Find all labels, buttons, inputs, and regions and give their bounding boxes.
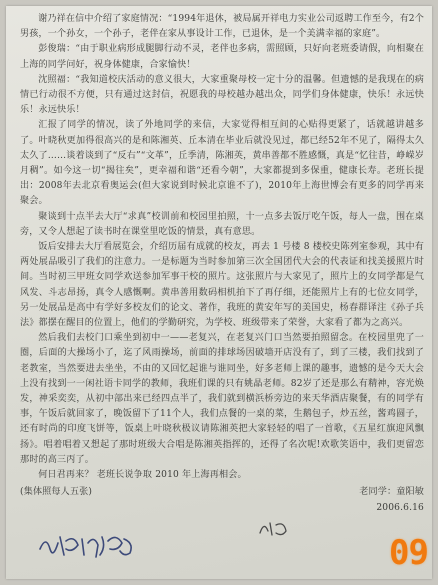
handwritten-signature (36, 527, 146, 563)
signature-row (20, 485, 424, 515)
handwritten-mark (256, 517, 292, 539)
paragraph: 沈照福：“我知道校庆活动的意义很大，大家重聚母校一定十分的温馨。但遗憾的是我现在的病情已行动很不方便，只有通过这封信，祝愿我的母校越办越出众，同学们身体健康，快乐！永远快乐！永远快乐！ (20, 74, 424, 116)
letter-body (20, 12, 424, 516)
paragraph: 然后我们去校门口乘坐到初中一——老复兴，在老复兴门口当然要拍照留念。在校园里兜了一圈，后面的大操场小了，迄了风雨操场，前面的排球场因破墙开店没有了，到了三楼，我们找到了老教室，当然要进去坐坐，不由的又回忆起谁与谁同坐，好多老师上课的趣事，遗憾的是今天大会上没有找到一一闲社语卡同学的教师，我班们课的只有姚晶老师。82岁了还是那么有精神，容光焕发，神采奕奕，从初中部出来已经四点半了，我们就到横浜桥旁边的来天华酒店聚餐，有的同学有事，午饭后就回家了，晚饭留下了11个人，我们点餐的一桌的菜，生鹅包子，炒五丝，酱鸡圆子，还有时尚的印度飞饼等，饭桌上叶晓秋极议请陈湘英把大家轻轻的唱了一首歌，《五星红旗迎风飘扬》。唱着唱着又想起了那时班级大合唱是陈湘英指挥的，还得了名次呢!欢歌笑语中，我们更留恋那时的高三丙了。 (20, 333, 424, 465)
paragraph: 谢乃祥在信中介绍了家庭情况：“1994年退休，被局属开祥电力实业公司返聘工作至今，有2个男孩，一个孙女，一个孙子，老伴在家从事设计工作，已退休，是一个美满幸福的家庭”。 (20, 14, 424, 40)
paragraph: 汇报了同学的情况，读了外地同学的来信，大家觉得相互间的心贴得更紧了，话就越讲越多了。叶晓秋更加得很高兴的是和陈湘英、丘本清在毕业后就没见过，都已经52年不见了，隔得太久太久了……谈着谈到了“反右”“文革”，丘季清，陈湘英，黄串善都不胜感慨，真是“忆往昔，峥嵘岁月稠”。如今这一切“揭往矣”，更幸福和谐“还看今朝”，大家都提到多保重，健康长寿。老班长提出：2008年去北京看奥运会(但大家说到时候北京谁不了)，2010年上海世博会有更多的同学再来聚会。 (20, 120, 424, 207)
paragraph: 饭后安排去大厅看展览会，介绍历届有成就的校友，再去 1 号楼 8 楼校史陈列室参观，其中有两处展品吸引了我们的注意力。一是标题为当时参加第三次全国团代大会的代表证和找美援照片时间。当时初三甲班女同学欢送参加军事干校的照片。这张照片与大家见了，照片上的女同学都是气风发、斗志昂扬，真令人感慨啊。黄串善用数码相机拍下了再仔细，还能照片上有的七位女同学，另一处展品是高中有学好多校友们的论文、著作，我班的黄安年写的美国史，杨春群译注《孙子兵法》都摆在醒目的位置上，他们的学勤研究，为学校、班级带来了荣誉，大家看了都为之高兴。 (20, 242, 424, 329)
paragraph: 彭俊瑞：“由于职业病形成腿脚行动不灵，老伴也多病，需照顾，只好向老班委请假，向相聚在上海的同学问好，祝身体健康，合家愉快！ (20, 44, 424, 70)
paragraph: 聚谈到十点半去大厅“求真”校训前和校园里拍照，十一点多去饭厅吃午饭，每人一盘，围在桌旁，又令人想起了读书时在课堂里吃饭的情景，真有意思。 (20, 211, 424, 237)
letter-date: 2006.6.16 (376, 502, 424, 513)
author-line (359, 485, 424, 515)
letter-page (6, 6, 432, 579)
camera-date-stamp: 09 (389, 533, 428, 573)
author-name: 老同学：童阳敏 (359, 487, 424, 498)
photo-caption: (集体照每人五张) (20, 487, 93, 498)
closing-line: 何日君再来？ 老班长说争取 2010 年上海再相会。 (38, 470, 247, 481)
